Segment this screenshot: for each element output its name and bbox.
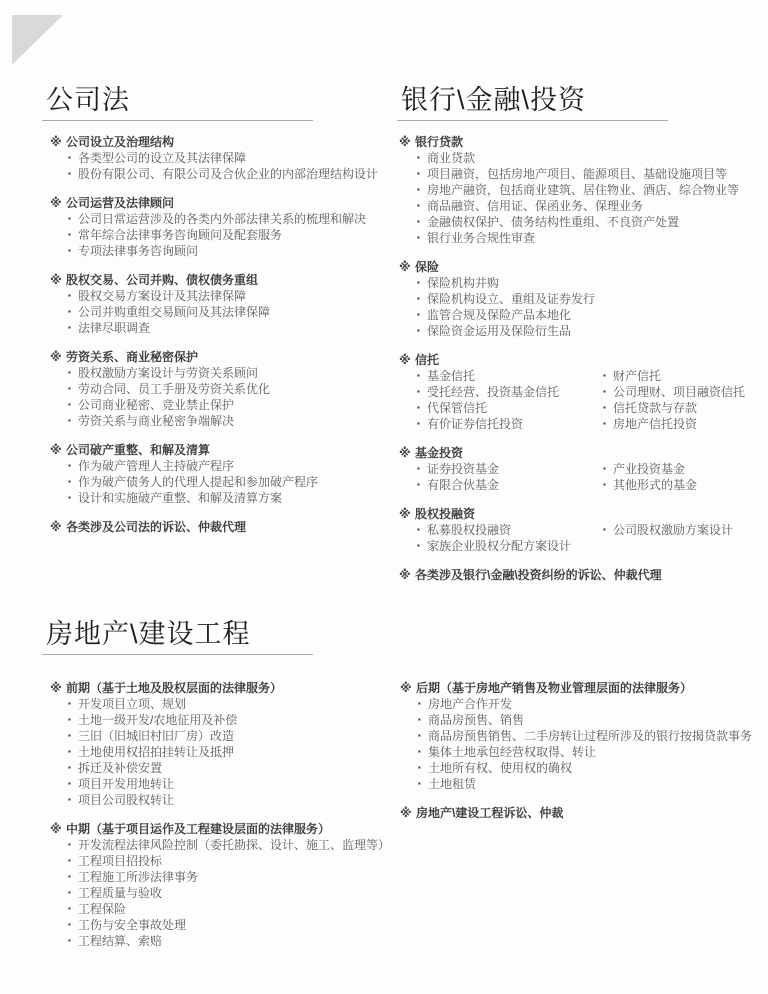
group-heading: 各类涉及银行\金融\投资纠纷的诉讼、仲裁代理 xyxy=(415,568,662,582)
service-item-text: 有价证券信托投资 xyxy=(427,417,524,431)
service-item xyxy=(68,413,382,429)
service-item-list xyxy=(50,696,398,808)
service-item-text: 金融债权保护、债务结构性重组、不良资产处置 xyxy=(427,215,680,229)
service-item-text: 项目开发用地转让 xyxy=(78,777,175,791)
square-bullet-icon: ▪ xyxy=(603,464,606,473)
service-item-text: 作为破产债务人的代理人提起和参加破产程序 xyxy=(78,475,319,489)
service-item xyxy=(68,288,382,304)
service-item xyxy=(417,368,585,384)
service-item-text: 法律尽职调查 xyxy=(78,321,151,335)
service-item-text: 商品融资、信用证、保函业务、保理业务 xyxy=(427,199,644,213)
square-bullet-icon: ▪ xyxy=(603,525,606,534)
square-bullet-icon: ▪ xyxy=(417,310,420,319)
square-bullet-icon: ▪ xyxy=(417,185,420,194)
group-heading: 股权交易、公司并购、债权债务重组 xyxy=(66,273,259,287)
reference-mark-icon: ※ xyxy=(399,507,411,521)
service-group xyxy=(397,259,759,339)
service-item-text: 基金信托 xyxy=(427,369,476,383)
service-item xyxy=(68,792,398,808)
service-item xyxy=(417,416,585,432)
square-bullet-icon: ▪ xyxy=(68,291,71,300)
square-bullet-icon: ▪ xyxy=(68,416,71,425)
service-item xyxy=(418,728,758,744)
service-item xyxy=(418,712,758,728)
group-heading: 股权投融资 xyxy=(415,507,476,521)
service-item-text: 劳动合同、员工手册及劳资关系优化 xyxy=(78,382,271,396)
service-item-text: 有限合伙基金 xyxy=(427,478,500,492)
service-item xyxy=(68,776,398,792)
square-bullet-icon: ▪ xyxy=(417,233,420,242)
square-bullet-icon: ▪ xyxy=(68,840,71,849)
service-item xyxy=(418,760,758,776)
group-heading-row xyxy=(50,195,382,211)
service-item-text: 财产信托 xyxy=(613,369,662,383)
service-item xyxy=(68,474,382,490)
service-item xyxy=(418,744,758,760)
service-item-text: 证券投资基金 xyxy=(427,462,500,476)
service-item-text: 保险资金运用及保险衍生品 xyxy=(427,324,572,338)
square-bullet-icon: ▪ xyxy=(68,872,71,881)
square-bullet-icon: ▪ xyxy=(68,461,71,470)
group-heading: 公司运营及法律顾问 xyxy=(66,196,175,210)
square-bullet-icon: ▪ xyxy=(68,888,71,897)
service-group xyxy=(42,195,382,259)
service-item xyxy=(68,696,398,712)
square-bullet-icon: ▪ xyxy=(417,153,420,162)
service-item xyxy=(417,198,759,214)
service-item xyxy=(417,461,585,477)
service-item-text: 私募股权投融资 xyxy=(427,523,512,537)
square-bullet-icon: ▪ xyxy=(417,480,420,489)
group-heading-row xyxy=(50,680,398,696)
service-item xyxy=(68,885,398,901)
square-bullet-icon: ▪ xyxy=(417,169,420,178)
title-underline xyxy=(397,120,668,121)
square-bullet-icon: ▪ xyxy=(417,217,420,226)
service-item-text: 作为破产管理人主持破产程序 xyxy=(78,459,235,473)
service-item xyxy=(68,728,398,744)
service-item-text: 各类型公司的设立及其法律保障 xyxy=(78,151,247,165)
two-column-items xyxy=(399,368,759,432)
service-item xyxy=(603,368,759,384)
service-item-text: 房地产信托投资 xyxy=(613,417,698,431)
group-heading-row xyxy=(399,134,759,150)
square-bullet-icon: ▪ xyxy=(603,403,606,412)
square-bullet-icon: ▪ xyxy=(68,795,71,804)
service-item-text: 产业投资基金 xyxy=(613,462,686,476)
group-heading: 前期（基于土地及股权层面的法律服务） xyxy=(66,681,283,695)
service-item-list xyxy=(50,150,382,182)
service-group xyxy=(397,352,759,432)
service-item-text: 公司理财、项目融资信托 xyxy=(613,385,746,399)
real-estate-columns xyxy=(42,655,758,949)
service-item xyxy=(68,458,382,474)
group-heading-row xyxy=(50,349,382,365)
square-bullet-icon: ▪ xyxy=(417,387,420,396)
reference-mark-icon: ※ xyxy=(400,681,412,695)
service-item xyxy=(603,384,759,400)
service-group xyxy=(42,349,382,429)
service-item xyxy=(417,166,759,182)
service-item-text: 房地产融资，包括商业建筑、居住物业、酒店、综合物业等 xyxy=(427,183,740,197)
service-item xyxy=(417,522,585,538)
service-group xyxy=(42,134,382,182)
service-item-text: 房地产合作开发 xyxy=(428,697,513,711)
group-heading: 后期（基于房地产销售及物业管理层面的法律服务） xyxy=(416,681,693,695)
square-bullet-icon: ▪ xyxy=(68,307,71,316)
service-item-list xyxy=(399,522,585,554)
service-item-text: 专项法律事务咨询顾问 xyxy=(78,244,199,258)
service-item-text: 保险机构并购 xyxy=(427,276,500,290)
service-item-text: 工伤与安全事故处理 xyxy=(78,918,187,932)
service-item xyxy=(68,150,382,166)
service-item xyxy=(68,853,398,869)
service-item xyxy=(418,696,758,712)
square-bullet-icon: ▪ xyxy=(418,747,421,756)
service-item xyxy=(68,211,382,227)
service-item-text: 工程施工所涉法律事务 xyxy=(78,870,199,884)
service-item-text: 三旧（旧城旧村旧厂房）改造 xyxy=(78,729,235,743)
service-item xyxy=(68,917,398,933)
service-item-text: 工程结算、索赔 xyxy=(78,934,163,948)
square-bullet-icon: ▪ xyxy=(68,153,71,162)
section-company-law xyxy=(42,84,382,535)
two-column-items xyxy=(399,461,759,493)
square-bullet-icon: ▪ xyxy=(417,326,420,335)
square-bullet-icon: ▪ xyxy=(68,699,71,708)
group-heading-row xyxy=(400,680,758,696)
square-bullet-icon: ▪ xyxy=(68,763,71,772)
service-item xyxy=(68,381,382,397)
square-bullet-icon: ▪ xyxy=(417,525,420,534)
two-column-items xyxy=(399,522,759,554)
service-item xyxy=(68,304,382,320)
reference-mark-icon: ※ xyxy=(399,446,411,460)
service-item xyxy=(68,744,398,760)
service-item xyxy=(68,397,382,413)
service-item xyxy=(417,275,759,291)
square-bullet-icon: ▪ xyxy=(417,419,420,428)
service-item xyxy=(68,490,382,506)
reference-mark-icon: ※ xyxy=(50,681,62,695)
square-bullet-icon: ▪ xyxy=(68,747,71,756)
title-underline xyxy=(42,120,313,121)
service-group xyxy=(42,272,382,336)
service-item xyxy=(603,477,759,493)
service-item-text: 土地使用权招拍挂转让及抵押 xyxy=(78,745,235,759)
reference-mark-icon: ※ xyxy=(399,260,411,274)
reference-mark-icon: ※ xyxy=(50,520,62,534)
group-heading: 劳资关系、商业秘密保护 xyxy=(66,350,199,364)
group-heading-row xyxy=(50,442,382,458)
square-bullet-icon: ▪ xyxy=(68,920,71,929)
service-item xyxy=(417,538,585,554)
service-item xyxy=(418,776,758,792)
service-item-text: 项目融资，包括房地产项目、能源项目、基础设施项目等 xyxy=(427,167,728,181)
service-item-text: 拆迁及补偿安置 xyxy=(78,761,163,775)
group-heading-row xyxy=(399,506,759,522)
square-bullet-icon: ▪ xyxy=(417,278,420,287)
square-bullet-icon: ▪ xyxy=(68,493,71,502)
service-item-text: 土地所有权、使用权的确权 xyxy=(428,761,573,775)
service-item-list xyxy=(50,458,382,506)
service-item-list xyxy=(50,211,382,259)
reference-mark-icon: ※ xyxy=(400,806,412,820)
service-item xyxy=(417,400,585,416)
service-item-text: 受托经营、投资基金信托 xyxy=(427,385,560,399)
square-bullet-icon: ▪ xyxy=(418,699,421,708)
service-item xyxy=(417,291,759,307)
service-group xyxy=(397,567,759,583)
service-group xyxy=(398,805,758,821)
service-item-list xyxy=(399,368,585,432)
square-bullet-icon: ▪ xyxy=(417,294,420,303)
section-title-real-estate-construction: 房地产\建设工程 xyxy=(46,619,251,649)
service-item xyxy=(68,901,398,917)
group-heading: 银行贷款 xyxy=(415,135,464,149)
service-item xyxy=(68,166,382,182)
square-bullet-icon: ▪ xyxy=(418,715,421,724)
service-item-text: 公司日常运营涉及的各类内外部法律关系的梳理和解决 xyxy=(78,212,367,226)
reference-mark-icon: ※ xyxy=(399,353,411,367)
group-heading: 信托 xyxy=(415,353,440,367)
service-item-text: 股权交易方案设计及其法律保障 xyxy=(78,289,247,303)
group-heading: 房地产\建设工程诉讼、仲裁 xyxy=(416,806,564,820)
service-item xyxy=(417,150,759,166)
service-item-list xyxy=(585,461,759,493)
service-item-text: 公司商业秘密、竞业禁止保护 xyxy=(78,398,235,412)
service-item xyxy=(68,933,398,949)
service-item xyxy=(68,869,398,885)
reference-mark-icon: ※ xyxy=(50,196,62,210)
square-bullet-icon: ▪ xyxy=(68,400,71,409)
group-heading-row xyxy=(50,519,382,535)
service-item xyxy=(68,227,382,243)
service-item-text: 保险机构设立、重组及证券发行 xyxy=(427,292,596,306)
service-item xyxy=(68,243,382,259)
square-bullet-icon: ▪ xyxy=(68,779,71,788)
reference-mark-icon: ※ xyxy=(50,135,62,149)
group-heading-row xyxy=(399,352,759,368)
square-bullet-icon: ▪ xyxy=(418,731,421,740)
square-bullet-icon: ▪ xyxy=(417,201,420,210)
service-item xyxy=(603,522,759,538)
service-item-text: 监管合规及保险产品本地化 xyxy=(427,308,572,322)
service-item-text: 股权激励方案设计与劳资关系顾问 xyxy=(78,366,259,380)
group-heading-row xyxy=(50,821,398,837)
service-item-list xyxy=(400,696,758,792)
service-item xyxy=(68,837,398,853)
group-heading: 公司破产重整、和解及清算 xyxy=(66,443,211,457)
service-group xyxy=(398,680,758,792)
service-item-text: 银行业务合规性审查 xyxy=(427,231,536,245)
service-item-text: 集体土地承包经营权取得、转让 xyxy=(428,745,597,759)
service-item-text: 商品房预售、销售 xyxy=(428,713,525,727)
service-item-text: 土地一级开发/农地征用及补偿 xyxy=(78,713,238,727)
section-banking-finance-investment xyxy=(397,84,759,583)
service-item xyxy=(417,307,759,323)
service-item-text: 股份有限公司、有限公司及合伙企业的内部治理结构设计 xyxy=(78,167,379,181)
square-bullet-icon: ▪ xyxy=(68,904,71,913)
service-item xyxy=(417,384,585,400)
service-group xyxy=(42,519,382,535)
reference-mark-icon: ※ xyxy=(399,568,411,582)
group-list-company-law xyxy=(42,134,382,535)
service-item xyxy=(417,477,585,493)
service-item xyxy=(603,461,759,477)
service-item xyxy=(68,712,398,728)
service-item-text: 项目公司股权转让 xyxy=(78,793,175,807)
square-bullet-icon: ▪ xyxy=(68,477,71,486)
service-item-text: 设计和实施破产重整、和解及清算方案 xyxy=(78,491,283,505)
group-heading-row xyxy=(50,272,382,288)
service-item-text: 劳资关系与商业秘密争端解决 xyxy=(78,414,235,428)
square-bullet-icon: ▪ xyxy=(68,246,71,255)
square-bullet-icon: ▪ xyxy=(68,169,71,178)
square-bullet-icon: ▪ xyxy=(418,779,421,788)
service-item-list xyxy=(399,275,759,339)
service-item-list xyxy=(585,368,759,432)
service-item-list xyxy=(50,288,382,336)
group-heading-row xyxy=(399,259,759,275)
square-bullet-icon: ▪ xyxy=(417,541,420,550)
group-heading-row xyxy=(400,805,758,821)
service-item xyxy=(68,760,398,776)
service-item-text: 其他形式的基金 xyxy=(613,478,698,492)
real-estate-right-column xyxy=(398,655,758,821)
service-item-text: 商业贷款 xyxy=(427,151,476,165)
service-item xyxy=(68,320,382,336)
group-list-banking-finance-investment xyxy=(397,134,759,583)
real-estate-left-column xyxy=(42,655,398,949)
reference-mark-icon: ※ xyxy=(50,822,62,836)
square-bullet-icon: ▪ xyxy=(417,464,420,473)
section-title-banking-finance-investment: 银行\金融\投资 xyxy=(401,85,587,115)
square-bullet-icon: ▪ xyxy=(418,763,421,772)
square-bullet-icon: ▪ xyxy=(417,371,420,380)
service-item-list xyxy=(585,522,759,538)
service-item-text: 公司并购重组交易顾问及其法律保障 xyxy=(78,305,271,319)
square-bullet-icon: ▪ xyxy=(68,936,71,945)
reference-mark-icon: ※ xyxy=(399,135,411,149)
square-bullet-icon: ▪ xyxy=(68,230,71,239)
service-item xyxy=(417,230,759,246)
square-bullet-icon: ▪ xyxy=(603,387,606,396)
group-heading-row xyxy=(399,567,759,583)
service-group xyxy=(397,134,759,246)
service-item-list xyxy=(399,461,585,493)
service-group xyxy=(42,442,382,506)
service-item-list xyxy=(399,150,759,246)
square-bullet-icon: ▪ xyxy=(417,403,420,412)
service-item-text: 开发项目立项、规划 xyxy=(78,697,187,711)
service-item-text: 信托贷款与存款 xyxy=(613,401,698,415)
square-bullet-icon: ▪ xyxy=(603,419,606,428)
service-item-list xyxy=(50,365,382,429)
reference-mark-icon: ※ xyxy=(50,273,62,287)
service-item-text: 代保管信托 xyxy=(427,401,488,415)
service-item-text: 家族企业股权分配方案设计 xyxy=(427,539,572,553)
service-item xyxy=(417,182,759,198)
square-bullet-icon: ▪ xyxy=(68,731,71,740)
service-item-text: 常年综合法律事务咨询顾问及配套服务 xyxy=(78,228,283,242)
reference-mark-icon: ※ xyxy=(50,350,62,364)
group-heading: 中期（基于项目运作及工程建设层面的法律服务） xyxy=(66,822,331,836)
service-item xyxy=(68,365,382,381)
square-bullet-icon: ▪ xyxy=(68,368,71,377)
service-item-text: 工程质量与验收 xyxy=(78,886,163,900)
group-heading: 公司设立及治理结构 xyxy=(66,135,175,149)
service-group xyxy=(42,680,398,808)
service-item-text: 开发流程法律风险控制（委托勘探、设计、施工、监理等） xyxy=(78,838,391,852)
service-group xyxy=(397,506,759,554)
square-bullet-icon: ▪ xyxy=(68,384,71,393)
group-heading: 各类涉及公司法的诉讼、仲裁代理 xyxy=(66,520,247,534)
square-bullet-icon: ▪ xyxy=(68,715,71,724)
service-item-text: 工程项目招投标 xyxy=(78,854,163,868)
service-group xyxy=(397,445,759,493)
group-heading-row xyxy=(50,134,382,150)
square-bullet-icon: ▪ xyxy=(68,323,71,332)
service-item xyxy=(417,323,759,339)
square-bullet-icon: ▪ xyxy=(68,856,71,865)
square-bullet-icon: ▪ xyxy=(603,371,606,380)
group-heading: 保险 xyxy=(415,260,440,274)
reference-mark-icon: ※ xyxy=(50,443,62,457)
section-real-estate-construction xyxy=(42,618,758,949)
service-group xyxy=(42,821,398,949)
service-item xyxy=(417,214,759,230)
group-heading: 基金投资 xyxy=(415,446,464,460)
service-item-text: 工程保险 xyxy=(78,902,127,916)
service-item-list xyxy=(50,837,398,949)
service-item-text: 公司股权激励方案设计 xyxy=(613,523,734,537)
section-title-company-law: 公司法 xyxy=(46,85,130,115)
service-item-text: 土地租赁 xyxy=(428,777,477,791)
square-bullet-icon: ▪ xyxy=(68,214,71,223)
service-item xyxy=(603,400,759,416)
corner-triangle-decoration xyxy=(12,15,63,65)
service-item xyxy=(603,416,759,432)
service-item-text: 商品房预售销售、二手房转让过程所涉及的银行按揭贷款事务 xyxy=(428,729,753,743)
group-heading-row xyxy=(399,445,759,461)
square-bullet-icon: ▪ xyxy=(603,480,606,489)
